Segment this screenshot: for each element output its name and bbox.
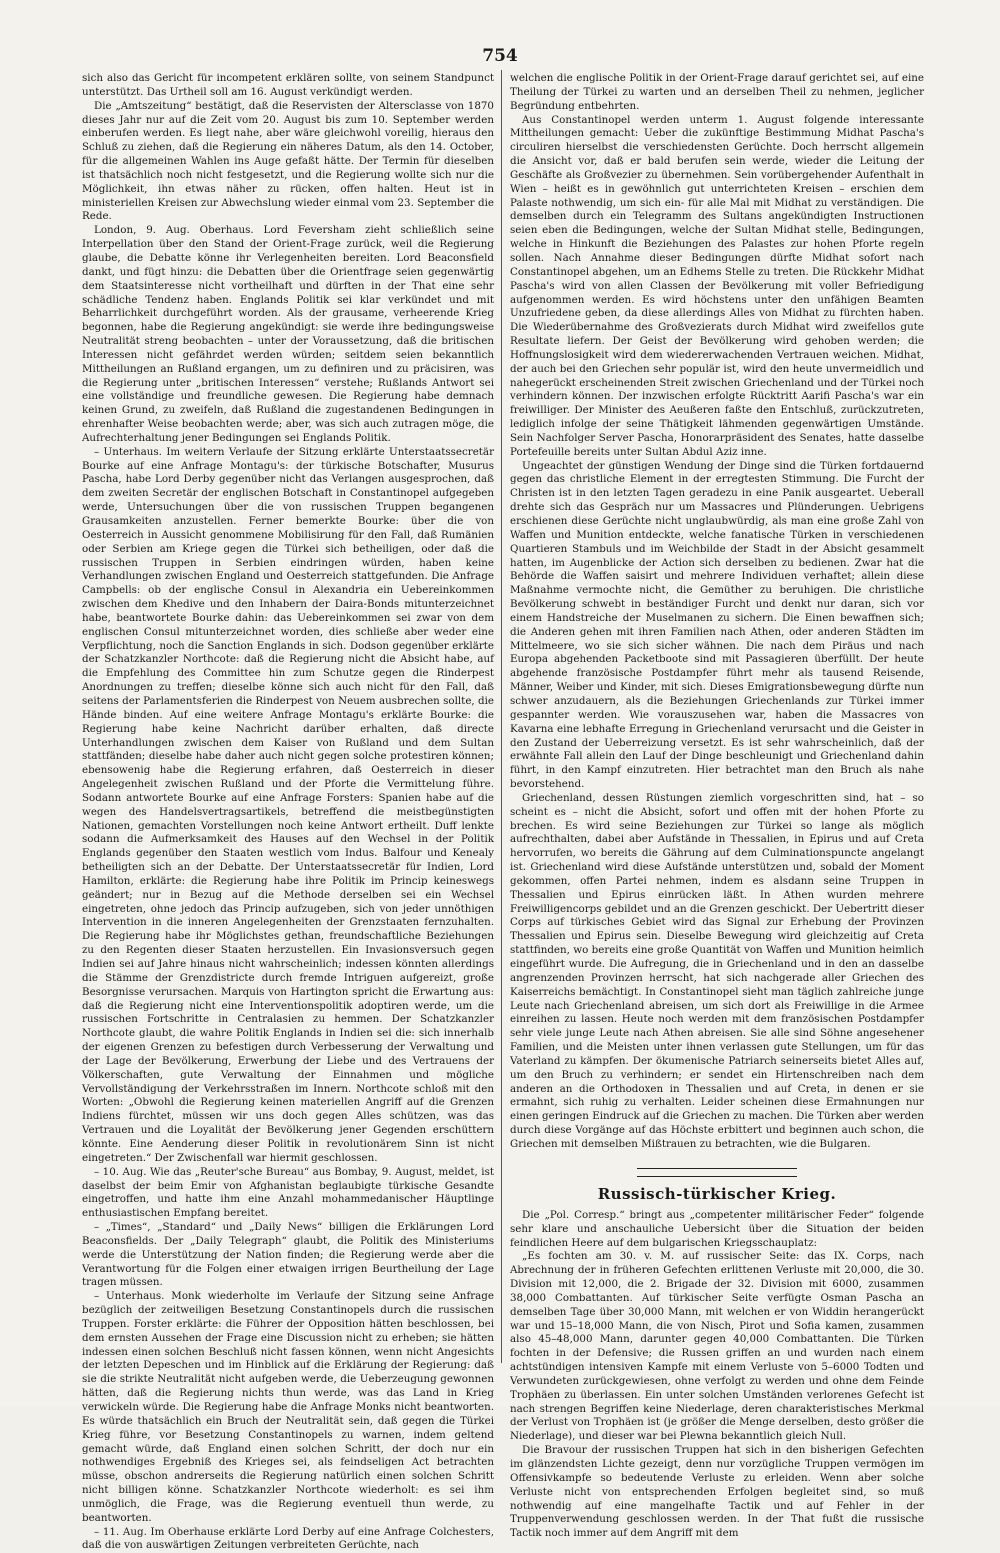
article-paragraph: Ungeachtet der günstigen Wendung der Dinge sind die Türken fortdauernd gegen das christliche Element in der erregtesten Stimmung. Die Furcht der Christen ist in den letzten Tagen geradezu in eine Panik ausgeartet. Ueberall drehte sich das Gespräch nur um Massacres und Plünderungen. Uebrigens erschienen diese Gerüchte nicht unglaubwürdig, als man eine große Zahl von Waffen und Munition entdeckte, welche fanatische Türken in verschiedenen Quartieren Stambuls und im Weichbilde der Stadt in der Absicht gesammelt hatten, im Augenblicke der Action sich derselben zu bedienen. Zwar hat die Behörde die Waffen saisirt und mehrere Individuen verhaftet; allein diese Maßnahme vermochte nicht, die Gemüther zu beruhigen. Die christliche Bevölkerung schwebt in beständiger Furcht und denkt nur daran, sich vor einem Handstreiche der Muselmanen zu sichern. Die Einen bewaffnen sich; die Anderen gehen mit ihren Familien nach Athen, oder anderen Städten im Mittelmeere, wo sie sich sicher wähnen. Die nach dem Piräus und nach Europa abgehenden Packetboote sind mit Passagieren überfüllt. Der heute abgehende französische Postdampfer führt mehr als tausend Reisende, Männer, Weiber und Kinder, mit sich. Dieses Emigrationsbewegung dürfte nun schwer anzudauern, als die Beziehungen Griechenlands zur Türkei immer gespannter werden. Wie vorauszusehen war, haben die Massacres von Kavarna eine lebhafte Erregung in Griechenland verursacht und die Geister in den Zustand der Ueberreizung versetzt. Es ist sehr wahrscheinlich, daß der erwähnte Fall allein den Lauf der Dinge beschleunigt und Griechenland dahin führt, in den Kampf einzutreten. Hier betrachtet man den Bruch als nahe bevorstehend. [510, 459, 924, 791]
article-paragraph: London, 9. Aug. Oberhaus. Lord Feversham zieht schließlich seine Interpellation über den Stand der Orient-Frage zurück, weil die Regierung glaube, die Debatte könne ihr Verlegenheiten bereiten. Lord Beaconsfield dankt, und fügt hinzu: die Debatten über die Orientfrage seien gegenwärtig dem Staatsinteresse nicht vortheilhaft und dürften in der That eine sehr schädliche Tendenz haben. Englands Politik sei klar verkündet und mit Beharrlichkeit durchgeführt worden. Als der grausame, verheerende Krieg begonnen, habe die Regierung angekündigt: sie werde ihre bedingungsweise Neutralität streng beobachten – unter der Voraussetzung, daß die britischen Interessen nicht gefährdet werden würden; seitdem seien bekanntlich Mittheilungen an Rußland ergangen, um zu definiren und zu präcisiren, was die Regierung unter „britischen Interessen“ verstehe; Rußlands Antwort sei eine vollständige und freundliche gewesen. Die Regierung habe demnach keinen Grund, zu zweifeln, daß Rußland die zugestandenen Bedingungen in ehrenhafter Weise beobachten werde; aber, was sich auch zutragen möge, die Aufrechterhaltung jener Bedingungen sei Englands Politik. [82, 224, 494, 444]
column-divider [501, 70, 502, 1363]
article-paragraph: „Es fochten am 30. v. M. auf russischer Seite: das IX. Corps, nach Abrechnung der in früheren Gefechten erlittenen Verluste mit 20,000, die 30. Division mit 12,000, die 2. Brigade der 32. Division mit 6000, zusammen 38,000 Combattanten. Auf türkischer Seite verfügte Osman Pascha an demselben Tage über 30,000 Mann, mit welchen er von Widdin herangerückt war und 15–18,000 Mann, die von Nisch, Pirot und Sofia kamen, zusammen also 45–48,000 Mann, darunter gegen 40,000 Combattanten. Die Türken fochten in der Defensive; die Russen griffen an und wurden nach einem achtstündigen intensiven Kampfe mit einem Verluste von 5–6000 Todten und Verwundeten zurückgewiesen, ohne verfolgt zu werden und ohne dem Feinde Trophäen zu überlassen. Ein unter solchen Umständen verlorenes Gefecht ist nach strengen Begriffen keine Niederlage, deren charakteristisches Merkmal der Verlust von Trophäen ist (je größer die Menge derselben, desto größer die Niederlage), und dieser war bei Plewna bekanntlich gleich Null. [510, 1250, 924, 1443]
section-heading: Russisch-türkischer Krieg. [597, 1184, 837, 1203]
section-divider [637, 1168, 797, 1177]
article-paragraph: – Unterhaus. Im weitern Verlaufe der Sitzung erklärte Unterstaatssecretär Bourke auf eine Anfrage Montagu's: der türkische Botschafter, Musurus Pascha, habe Lord Derby gegenüber nicht das Verlangen ausgesprochen, daß dem zweiten Secretär der englischen Botschaft in Constantinopel aufgegeben werde, Untersuchungen über die von russischen Truppen begangenen Grausamkeiten anzustellen. Ferner bemerkte Bourke: über die von Oesterreich in Aussicht genommene Mobilisirung für den Fall, daß Rumänien oder Serbien am Kriege gegen die Türkei sich betheiligen, oder daß die russischen Truppen in Serbien eindringen würden, haben keine Verhandlungen zwischen England und Oesterreich stattgefunden. Die Anfrage Campbells: ob der englische Consul in Alexandria ein Uebereinkommen zwischen dem Khedive und den Inhabern der Daira-Bonds mitunterzeichnet habe, beantwortete Bourke dahin: das Uebereinkommen sei zwar von dem englischen Consul mitunterzeichnet worden, dies schließe aber weder eine Verpflichtung, noch die Sanction Englands in sich. Dodson gegenüber erklärte der Schatzkanzler Northcote: daß die Regierung nicht die Absicht habe, auf die Empfehlung des Committee hin zum Schutze gegen die Rinderpest Anordnungen zu treffen; dieselbe könne sich auch nicht für den Fall, daß seitens der Parlamentsferien die Rinderpest von Neuem ausbrechen sollte, die Hände binden. Auf eine weitere Anfrage Montagu's erklärte Bourke: die Regierung habe keine Nachricht darüber erhalten, daß directe Unterhandlungen zwischen dem Kaiser von Rußland und dem Sultan stattfänden; dieselbe habe daher auch nicht gegen solche protestiren können; ebensowenig habe die Regierung erfahren, daß Oesterreich in dieser Angelegenheit zwischen Rußland und der Pforte die Vermittelung führe. Sodann antwortete Bourke auf eine Anfrage Forsters: Spanien habe auf die wegen des Handelsvertragsartikels, betreffend die meistbegünstigten Nationen, gemachten Vorstellungen noch keine Antwort ertheilt. Duff lenkte sodann die Aufmerksamkeit des Hauses auf den Wechsel in der Politik Englands gegenüber den Staaten westlich vom Indus. Balfour und Kenealy betheiligten sich an der Debatte. Der Unterstaatssecretär für Indien, Lord Hamilton, erklärte: die Regierung habe ihre Politik im Princip keineswegs geändert; nur in Bezug auf die Methode derselben sei ein Wechsel eingetreten, ohne jedoch das Princip aufzugeben, sich von jeder unnöthigen Intervention in die inneren Angelegenheiten der Grenzstaaten fernzuhalten. Die Regierung habe ihr Möglichstes gethan, freundschaftliche Beziehungen zu den Regenten dieser Staaten herzustellen. Ein Invasionsversuch gegen Indien sei auf Jahre hinaus nicht wahrscheinlich; indessen könnten allerdings die Stämme der Grenzdistricte durch fremde Intriguen aufgereizt, große Besorgnisse verursachen. Marquis von Hartington spricht die Erwartung aus: daß die Regierung nicht eine Interventionspolitik adoptiren werde, um die russischen Fortschritte in Centralasien zu hemmen. Der Schatzkanzler Northcote glaubt, die wahre Politik Englands in Indien sei die: sich innerhalb der eigenen Grenzen zu befestigen durch Verbesserung der Verwaltung und der Lage der Bevölkerung, Erwerbung der Liebe und des Vertrauens der Völkerschaften, gute Verwaltung der Einnahmen und mögliche Vervollständigung der Verkehrsstraßen im Innern. Northcote schloß mit den Worten: „Obwohl die Regierung keinen materiellen Angriff auf die Grenzen Indiens fürchtet, müssen wir uns doch gegen Alles schützen, was das Vertrauen und die Loyalität der Bevölkerung jener Gegenden erschüttern könnte. Eine Aenderung dieser Politik in revolutionärem Sinn ist nicht eingetreten.“ Der Zwischenfall war hiermit geschlossen. [82, 445, 494, 1164]
article-paragraph: Die Bravour der russischen Truppen hat sich in den bisherigen Gefechten im glänzendsten Lichte gezeigt, denn nur vorzügliche Truppen vermögen im Offensivkampfe so bedeutende Verluste zu erleiden. Wenn aber solche Verluste nicht von entsprechenden Erfolgen begleitet sind, so muß nothwendig auf eine mangelhafte Tactik und auf Fehler in der Truppenverwendung geschlossen werden. In der That fußt die russische Tactik noch immer auf dem Angriff mit dem [510, 1444, 924, 1540]
article-paragraph: Griechenland, dessen Rüstungen ziemlich vorgeschritten sind, hat – so scheint es – nicht die Absicht, sofort und offen mit der hohen Pforte zu brechen. Es wird seine Beziehungen zur Türkei so lange als möglich aufrechthalten, dabei aber Aufstände in Thessalien, in Epirus und auf Creta hervorrufen, wo bereits die Gährung auf dem Culminationspuncte angelangt ist. Griechenland wird diese Aufstände unterstützen und, sobald der Moment gekommen, offen Partei nehmen, indem es alsdann seine Truppen in Thessalien und Epirus einrücken läßt. In Athen wurden mehrere Freiwilligencorps gebildet und an die Grenzen geschickt. Der Uebertritt dieser Corps auf türkisches Gebiet wird das Signal zur Erhebung der Provinzen Thessalien und Epirus sein. Dieselbe Bewegung wird gleichzeitig auf Creta stattfinden, wo bereits eine große Quantität von Waffen und Munition heimlich eingeführt wurde. Die Aufregung, die in Griechenland und in den an dasselbe angrenzenden Provinzen herrscht, hat sich nachgerade aller Griechen des Kaiserreichs bemächtigt. In Constantinopel sieht man täglich zahlreiche junge Leute nach Griechenland abreisen, um sich dort als Freiwillige in die Armee einreihen zu lassen. Heute noch werden mit dem französischen Postdampfer sehr viele junge Leute nach Athen abreisen. Sie alle sind Söhne angesehener Familien, und die Meisten unter ihnen verlassen gute Stellungen, um für das Vaterland zu kämpfen. Der ökumenische Patriarch seinerseits bietet Alles auf, um den Bruch zu verhindern; er sendet ein Hirtenschreiben nach dem anderen an die Orthodoxen in Thessalien und auf Creta, in denen er sie ermahnt, sich ruhig zu verhalten. Leider scheinen diese Ermahnungen nur einen geringen Eindruck auf die Griechen zu machen. Die Türken aber werden durch diese Vorgänge auf das Höchste erbittert und beginnen auch schon, die Griechen mit demselben Mißtrauen zu betrachten, wie die Bulgaren. [510, 791, 924, 1150]
article-paragraph: Die „Amtszeitung“ bestätigt, daß die Reservisten der Altersclasse von 1870 dieses Jahr nur auf die Zeit vom 20. August bis zum 10. September werden einberufen werden. Es liegt nahe, aber wäre gleichwohl voreilig, hieraus den Schluß zu ziehen, daß die Regierung ein näheres Datum, als den 14. October, für die allgemeinen Wahlen ins Auge gefaßt hätte. Der Termin für dieselben ist thatsächlich noch nicht festgesetzt, und die Regierung wollte sich nur die Möglichkeit, ihn etwas näher zu rücken, offen halten. Heut ist in ministeriellen Kreisen zur Abwechslung wieder einmal vom 23. September die Rede. [82, 99, 494, 223]
article-paragraph: – Unterhaus. Monk wiederholte im Verlaufe der Sitzung seine Anfrage bezüglich der zeitweiligen Besetzung Constantinopels durch die russischen Truppen. Forster erklärte: die Führer der Opposition hätten beschlossen, bei dem ernsten Aussehen der Frage eine Discussion nicht zu erheben; sie hätten indessen einen solchen Beschluß nicht fassen können, wenn nicht Angesichts der letzten Depeschen und im Hinblick auf die Erklärung der Regierung: daß sie die strikte Neutralität nicht aufgeben werde, die Ueberzeugung gewonnen hätten, daß die Regierung nichts thun werde, was das Land in Krieg verwickeln würde. Die Regierung habe die Anfrage Monks nicht beantworten. Es würde thatsächlich ein Bruch der Neutralität sein, daß gegen die Türkei Krieg führe, vor Besetzung Constantinopels zu warnen, indem geltend gemacht würde, daß England einen solchen Schritt, der doch nur ein nothwendiges Ergebniß des Krieges sei, als feindseligen Act betrachten müsse, obschon andrerseits die Regierung natürlich einen solchen Schritt nicht billigen könne. Schatzkanzler Northcote wiederholt: es sei ihm unmöglich, die Frage, was die Regierung eventuell thun werde, zu beantworten. [82, 1290, 494, 1524]
article-paragraph: sich also das Gericht für incompetent erklären sollte, von seinem Standpunct unterstützt. Das Urtheil soll am 16. August verkündigt werden. [82, 72, 494, 98]
article-paragraph: welchen die englische Politik in der Orient-Frage darauf gerichtet sei, auf eine Theilung der Türkei zu warten und an derselben Theil zu nehmen, jeglicher Begründung entbehrten. [510, 72, 924, 112]
article-paragraph: Aus Constantinopel werden unterm 1. August folgende interessante Mittheilungen gemacht: Ueber die zukünftige Bestimmung Midhat Pascha's circuliren hierselbst die verschiedensten Gerüchte. Doch herrscht allgemein die Ansicht vor, daß er bald berufen sein werde, wieder die Leitung der Geschäfte als Großvezier zu übernehmen. Sein vorübergehender Aufenthalt in Wien – heißt es in gewöhnlich gut unterrichteten Kreisen – erschien dem Palaste nothwendig, um sich ein- für alle Mal mit Midhat zu verständigen. Die demselben durch ein Telegramm des Sultans angekündigten Instructionen seien eben die Bedingungen, welche der Sultan Midhat stelle, Bedingungen, welche in Hinkunft die Beziehungen des Palastes zur hohen Pforte regeln sollen. Nach Annahme dieser Bedingungen dürfte Midhat sofort nach Constantinopel abgehen, um an Edhems Stelle zu treten. Die Rückkehr Midhat Pascha's wird von allen Classen der Bevölkerung mit voller Befriedigung aufgenommen werden. Es wird höchstens unter den unfähigen Beamten Unzufriedene geben, da diese allerdings Alles von Midhat zu fürchten haben. Die Wiederübernahme des Großvezierats durch Midhat wird zweifellos gute Resultate liefern. Der Geist der Bevölkerung wird gehoben werden; die Hoffnungslosigkeit wird dem wiedererwachenden Vertrauen weichen. Midhat, der auch bei den Griechen sehr populär ist, wird den heute unvermeidlich und nahegerückt erscheinenden Streit zwischen Griechenland und der Türkei noch verhindern können. Der inzwischen erfolgte Rücktritt Aarifi Pascha's war ein freiwilliger. Der Minister des Aeußeren faßte den Entschluß, zurückzutreten, lediglich infolge der seine Thätigkeit lähmenden gegenwärtigen Umstände. Sein Nachfolger Server Pascha, Honorarpräsident des Senates, hatte dasselbe Portefeuille bereits unter Sultan Abdul Aziz inne. [510, 113, 924, 458]
right-column [510, 72, 924, 1540]
article-paragraph: – „Times“, „Standard“ und „Daily News“ billigen die Erklärungen Lord Beaconsfields. Der „Daily Telegraph“ glaubt, die Politik des Ministeriums werde die Unterstützung der Nation finden; die Regierung werde aber die Verantwortung für die Folgen einer etwaigen irrigen Beurtheilung der Lage tragen müssen. [82, 1221, 494, 1289]
page-number: 754 [482, 46, 518, 66]
article-paragraph: – 11. Aug. Im Oberhause erklärte Lord Derby auf eine Anfrage Colchesters, daß die von auswärtigen Zeitungen verbreiteten Gerüchte, nach [82, 1525, 494, 1552]
article-paragraph: Die „Pol. Corresp.“ bringt aus „competenter militärischer Feder“ folgende sehr klare und anschauliche Uebersicht über die Situation der beiden feindlichen Heere auf dem bulgarischen Kriegsschauplatz: [510, 1208, 924, 1249]
left-column [82, 72, 494, 1552]
article-paragraph: – 10. Aug. Wie das „Reuter'sche Bureau“ aus Bombay, 9. August, meldet, ist daselbst der beim Emir von Afghanistan beglaubigte türkische Gesandte eingetroffen, und hatte ihm eine Anzahl mohammedanischer Häuptlinge enthusiastischen Empfang bereitet. [82, 1165, 494, 1220]
